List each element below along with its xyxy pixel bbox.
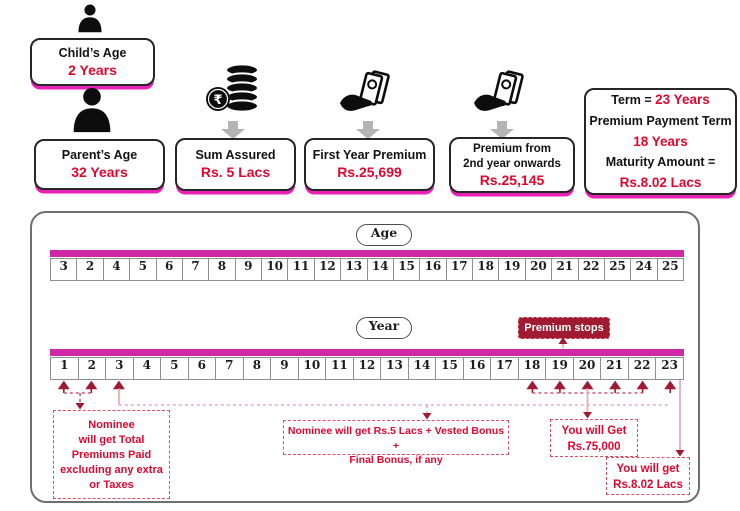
parents-age-value: 32 Years (71, 164, 128, 180)
year-cell: 21 (600, 357, 629, 380)
age-cell: 13 (340, 258, 367, 281)
year-cell: 15 (435, 357, 464, 380)
year-cell: 5 (160, 357, 189, 380)
age-cell: 8 (208, 258, 235, 281)
year-row (50, 357, 684, 380)
year-cell: 12 (353, 357, 382, 380)
note-line: Rs.8.02 Lacs (613, 479, 683, 491)
age-cell: 12 (314, 258, 341, 281)
year-cell: 20 (573, 357, 602, 380)
age-track-bar (50, 250, 684, 257)
term-summary-card (584, 88, 737, 195)
age-cell: 21 (551, 258, 578, 281)
age-row (50, 258, 684, 281)
age-pill: Age (356, 224, 412, 246)
note-line: Premiums Paid (71, 449, 152, 461)
sum-assured-label: Sum Assured (195, 148, 276, 162)
term-line (611, 90, 709, 111)
get-75000-note (550, 419, 638, 457)
age-cell: 15 (393, 258, 420, 281)
parents-age-card (34, 139, 165, 190)
age-cell: 24 (630, 258, 657, 281)
hand-money-icon (336, 68, 392, 118)
parent-person-icon (70, 86, 114, 136)
year-cell: 6 (188, 357, 217, 380)
parents-age-label: Parent’s Age (61, 148, 138, 162)
year-cell: 14 (408, 357, 437, 380)
year-cell: 3 (105, 357, 134, 380)
year-cell: 23 (655, 357, 684, 380)
note-line: Nominee will get Rs.5 Lacs + Vested Bonus + (287, 425, 505, 452)
year-cell: 8 (243, 357, 272, 380)
note-line: You will get (616, 463, 680, 475)
age-cell: 22 (578, 258, 605, 281)
first-year-premium-value: Rs.25,699 (337, 164, 402, 180)
note-line: Final Bonus, if any (349, 454, 443, 466)
year-cell: 17 (490, 357, 519, 380)
age-cell: 5 (129, 258, 156, 281)
age-cell: 9 (235, 258, 262, 281)
ppt-value: 18 Years (633, 134, 688, 150)
year-track-bar (50, 349, 684, 356)
year-cell: 1 (50, 357, 79, 380)
year-cell: 19 (545, 357, 574, 380)
get-802-lacs-note (606, 457, 690, 495)
age-cell: 4 (103, 258, 130, 281)
year-cell: 4 (133, 357, 162, 380)
note-line: You will Get (561, 425, 627, 437)
year-cell: 18 (518, 357, 547, 380)
age-cell: 10 (261, 258, 288, 281)
first-year-premium-label: First Year Premium (312, 148, 427, 162)
rupee-coins-icon (203, 62, 263, 120)
year-cell: 2 (78, 357, 107, 380)
childs-age-value: 2 Years (68, 61, 117, 78)
sum-assured-value: Rs. 5 Lacs (200, 164, 271, 180)
premium-2nd-year-card (449, 137, 575, 193)
note-line: excluding any extra (60, 464, 163, 476)
childs-age-card (30, 38, 155, 86)
age-cell: 14 (367, 258, 394, 281)
age-cell: 17 (446, 258, 473, 281)
age-cell: 2 (76, 258, 103, 281)
note-line: Rs.75,000 (567, 441, 621, 453)
svg-text:₹: ₹ (213, 93, 223, 108)
sum-assured-card (175, 138, 296, 191)
child-person-icon (76, 4, 104, 34)
childs-age-label: Child’s Age (58, 45, 127, 60)
year-cell: 22 (628, 357, 657, 380)
note-line: or Taxes (89, 479, 134, 491)
premium-2nd-value: Rs.25,145 (479, 171, 545, 188)
term-label: Term = (611, 93, 656, 108)
age-cell: 16 (419, 258, 446, 281)
nominee-5lacs-bonus-note (283, 420, 509, 466)
first-year-premium-card (304, 138, 435, 191)
age-cell: 7 (182, 258, 209, 281)
year-cell: 13 (380, 357, 409, 380)
nominee-total-premiums-note (53, 410, 170, 499)
premium-2nd-label-line1: Premium from (473, 142, 551, 155)
year-pill: Year (356, 317, 412, 339)
ppt-label: Premium Payment Term (589, 113, 732, 128)
year-cell: 7 (215, 357, 244, 380)
age-cell: 6 (156, 258, 183, 281)
term-value: 23 Years (655, 92, 710, 108)
age-cell: 25 (657, 258, 684, 281)
down-arrow-icon (356, 121, 380, 139)
age-cell: 3 (50, 258, 77, 281)
age-cell: 25 (604, 258, 631, 281)
maturity-label: Maturity Amount = (605, 154, 716, 169)
timeline-panel (30, 211, 700, 503)
maturity-value: Rs.8.02 Lacs (619, 175, 702, 191)
hand-money-icon (470, 68, 526, 118)
year-cell: 11 (325, 357, 354, 380)
premium-stops-badge: Premium stops (518, 317, 610, 339)
age-cell: 11 (287, 258, 314, 281)
age-cell: 18 (472, 258, 499, 281)
premium-2nd-label-line2: 2nd year onwards (463, 157, 561, 170)
age-cell: 20 (525, 258, 552, 281)
year-cell: 16 (463, 357, 492, 380)
year-cell: 10 (298, 357, 327, 380)
down-arrow-icon (221, 121, 245, 139)
age-cell: 19 (498, 258, 525, 281)
note-line: will get Total (78, 434, 145, 446)
year-cell: 9 (270, 357, 299, 380)
note-line: Nominee (88, 419, 135, 431)
